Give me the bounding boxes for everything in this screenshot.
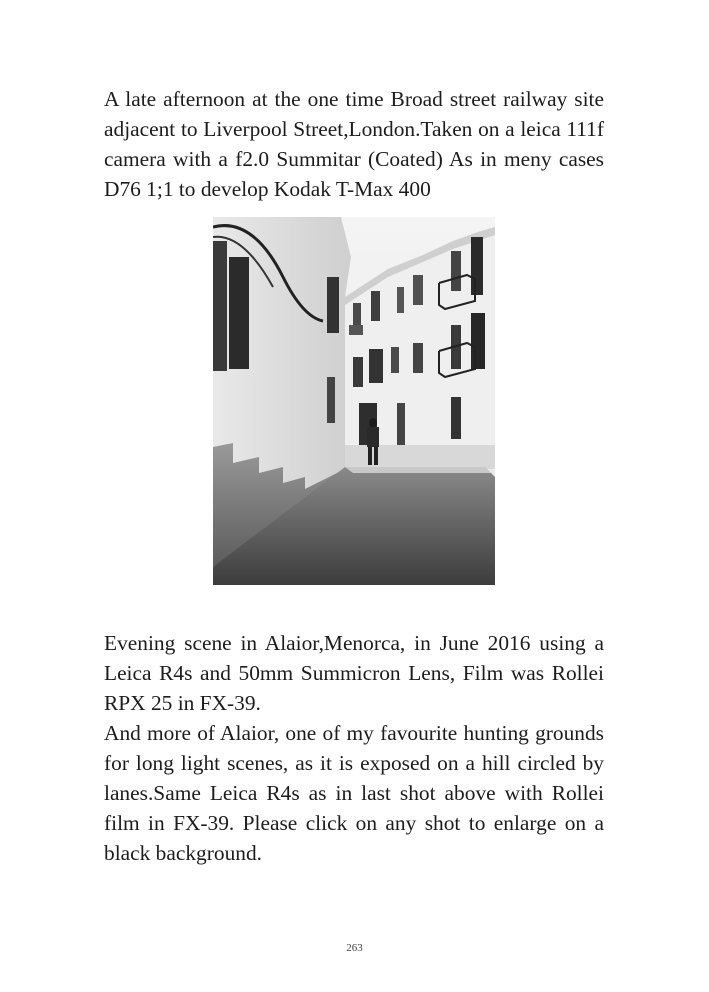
caption-paragraph-2: Evening scene in Alaior,Menorca, in June 2016 using a Leica R4s and 50mm Summicron Lens, Film was Rollei RPX 25 in FX-39.	[104, 631, 604, 715]
page-number: 263	[346, 942, 363, 954]
street-photograph[interactable]	[213, 217, 495, 585]
street-photo-illustration	[213, 217, 495, 585]
caption-paragraph-1: A late afternoon at the one time Broad street railway site adjacent to Liverpool Street,London.Taken on a leica 111f camera with a f2.0 Summitar (Coated) As in meny cases D76 1;1 to develop Kodak T-Max 400	[104, 87, 604, 201]
caption-paragraph-3: And more of Alaior, one of my favourite hunting grounds for long light scenes, as it is exposed on a hill circled by lanes.Same Leica R4s as in last shot above with Rollei film in FX-39. Please click on any shot to enlarge on a black background.	[104, 721, 604, 865]
